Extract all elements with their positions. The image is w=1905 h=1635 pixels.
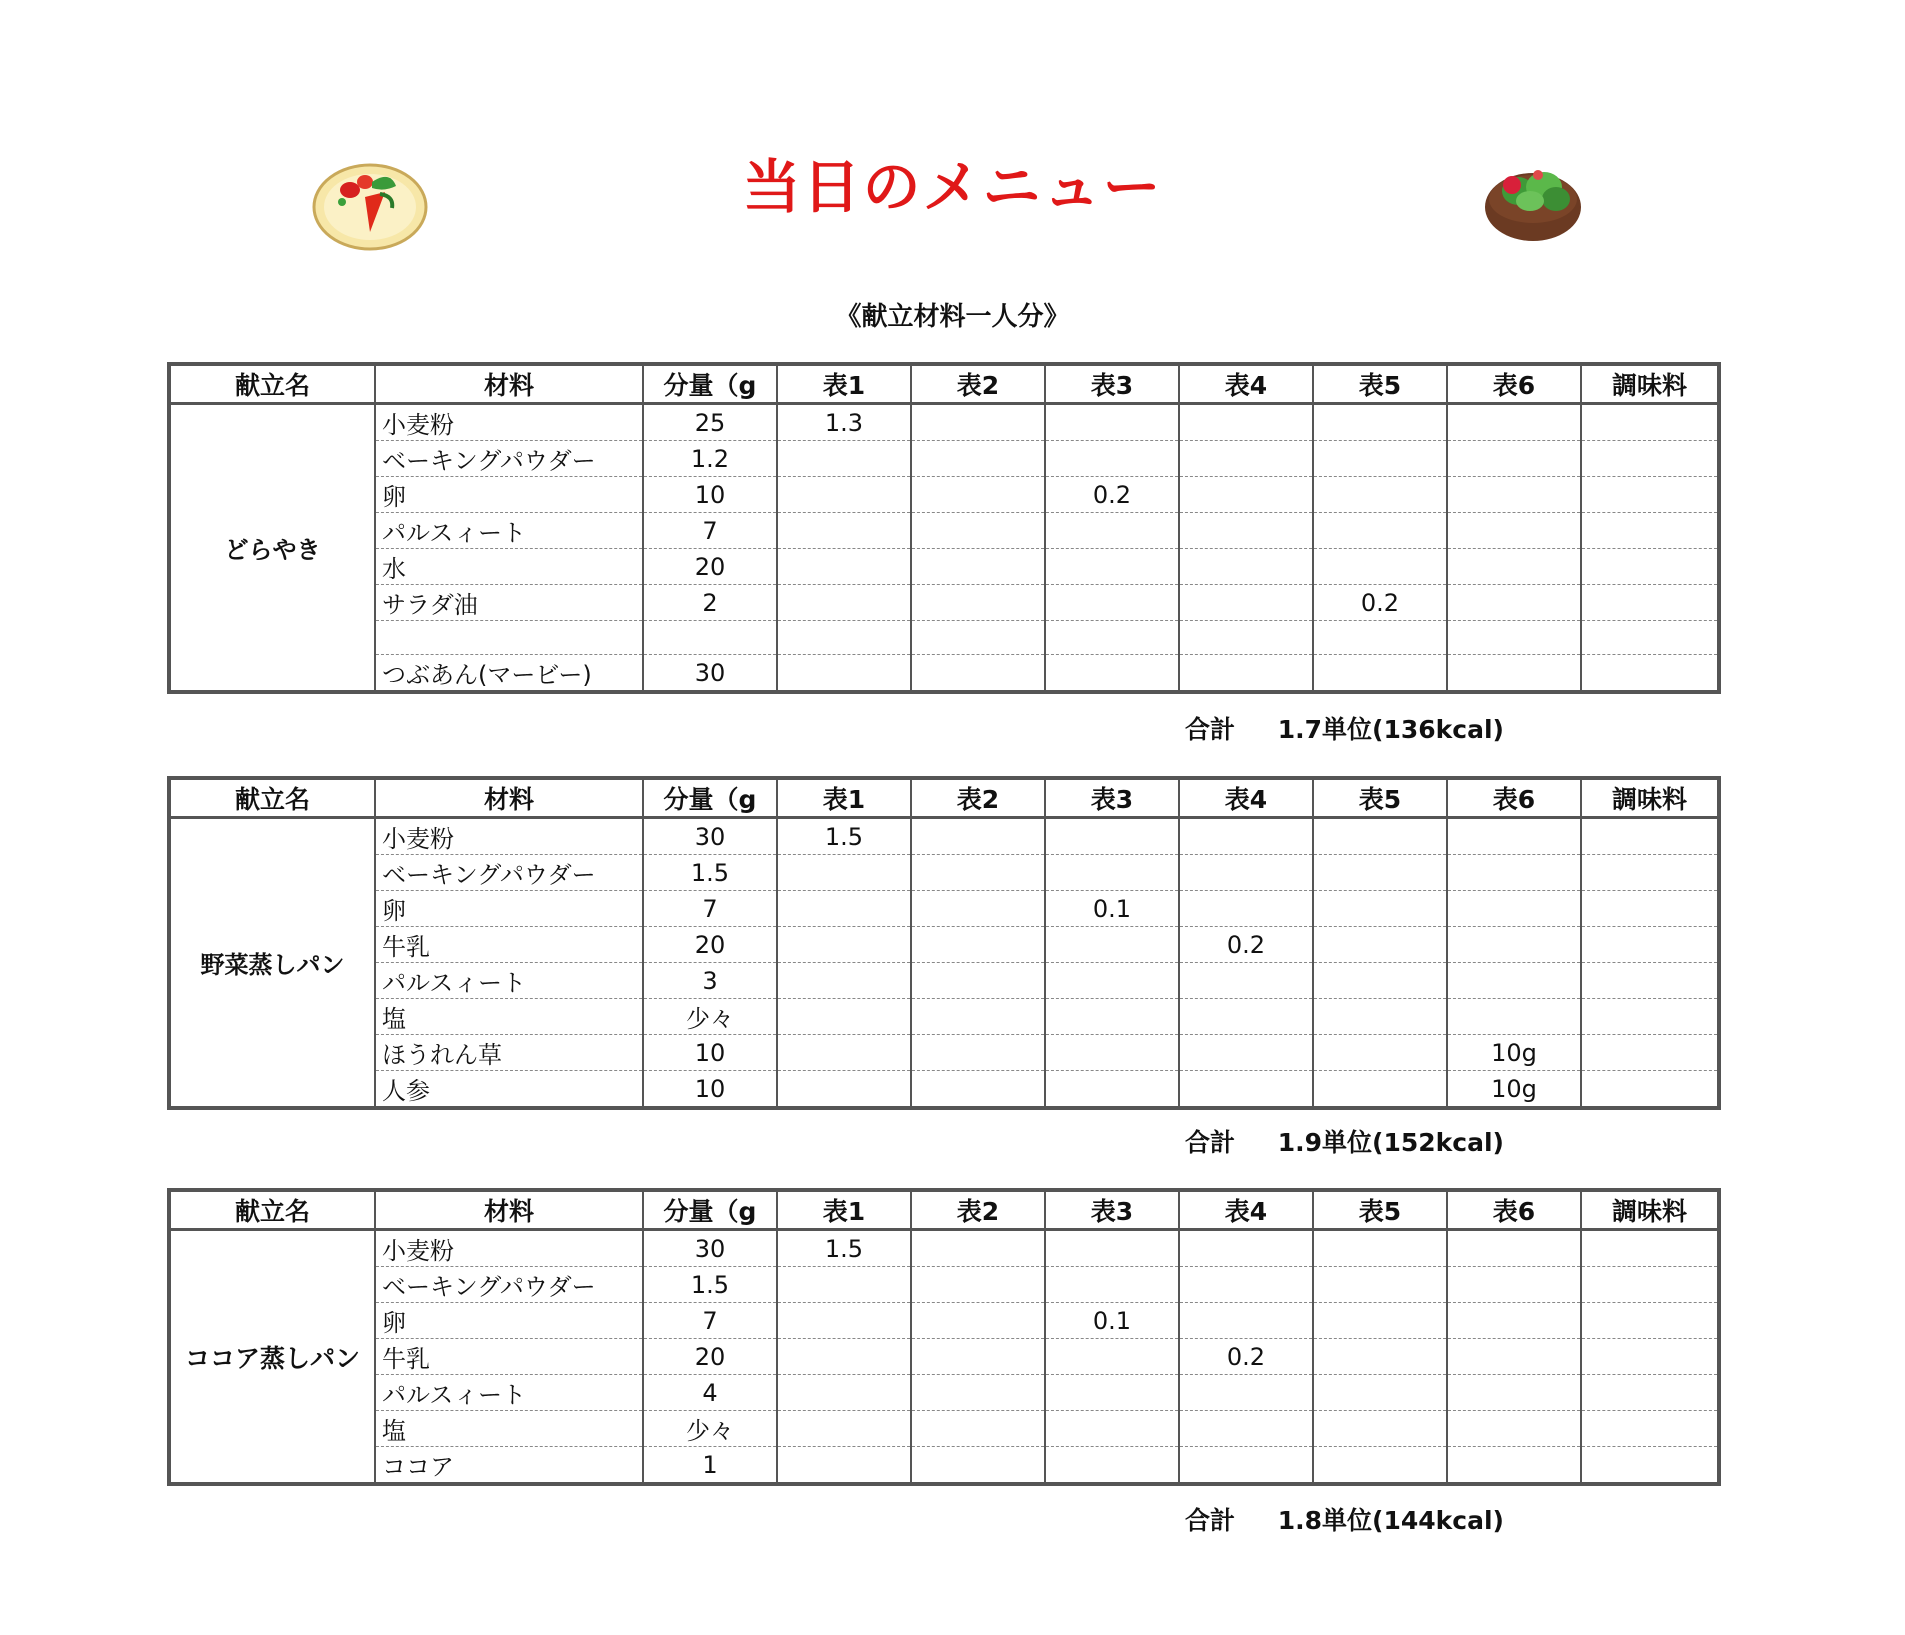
table1-value <box>777 1035 911 1071</box>
table1-value <box>777 1071 911 1109</box>
seasoning-value <box>1581 655 1719 693</box>
table1-value <box>777 927 911 963</box>
table5-value <box>1313 1447 1447 1485</box>
table5-value <box>1313 1267 1447 1303</box>
table-row <box>169 1303 1719 1339</box>
table2-value <box>911 891 1045 927</box>
table4-value <box>1179 818 1313 855</box>
ingredient: 塩 <box>375 999 643 1035</box>
table3-value <box>1045 1339 1179 1375</box>
table1-value <box>777 1267 911 1303</box>
total-label: 合計 <box>1185 1506 1236 1535</box>
ingredient: 牛乳 <box>375 927 643 963</box>
table6-value <box>1447 1339 1581 1375</box>
seasoning-value <box>1581 1447 1719 1485</box>
table5-value <box>1313 513 1447 549</box>
table1-value <box>777 1339 911 1375</box>
table6-value <box>1447 655 1581 693</box>
ingredient: つぶあん(マービー) <box>375 655 643 693</box>
table6-value <box>1447 1375 1581 1411</box>
quantity: 3 <box>643 963 777 999</box>
table1-value <box>777 1303 911 1339</box>
table6-value <box>1447 441 1581 477</box>
table3-value <box>1045 927 1179 963</box>
table2-value <box>911 963 1045 999</box>
table6-value <box>1447 855 1581 891</box>
seasoning-value <box>1581 1303 1719 1339</box>
table-row <box>169 621 1719 655</box>
seasoning-value <box>1581 963 1719 999</box>
table5-value <box>1313 891 1447 927</box>
ingredient: 卵 <box>375 1303 643 1339</box>
table2-value <box>911 404 1045 441</box>
table6-value <box>1447 477 1581 513</box>
table4-value <box>1179 1303 1313 1339</box>
table2-value <box>911 1339 1045 1375</box>
table5-value <box>1313 549 1447 585</box>
table5-value <box>1313 1303 1447 1339</box>
table1-value <box>777 655 911 693</box>
col-header: 表2 <box>911 1190 1045 1230</box>
menu-table-cocoa-steamed-bun <box>167 1188 1721 1486</box>
table-row <box>169 855 1719 891</box>
table1-value <box>777 621 911 655</box>
seasoning-value <box>1581 999 1719 1035</box>
col-header: 表1 <box>777 778 911 818</box>
col-header: 表1 <box>777 364 911 404</box>
table5-value <box>1313 855 1447 891</box>
col-header: 調味料 <box>1581 778 1719 818</box>
table-row <box>169 818 1719 855</box>
ingredient: サラダ油 <box>375 585 643 621</box>
dish-name: ココア蒸しパン <box>169 1230 375 1485</box>
table2-value <box>911 1411 1045 1447</box>
quantity: 30 <box>643 1230 777 1267</box>
menu-table-vegetable-steamed-bun <box>167 776 1721 1110</box>
table5-value <box>1313 655 1447 693</box>
table-row <box>169 963 1719 999</box>
table1-value <box>777 1447 911 1485</box>
table5-value <box>1313 1411 1447 1447</box>
total-label: 合計 <box>1185 1128 1236 1157</box>
table-row <box>169 655 1719 693</box>
table4-value <box>1179 404 1313 441</box>
seasoning-value <box>1581 927 1719 963</box>
ingredient: 卵 <box>375 477 643 513</box>
seasoning-value <box>1581 404 1719 441</box>
table6-value <box>1447 1267 1581 1303</box>
table6-value <box>1447 891 1581 927</box>
quantity: 25 <box>643 404 777 441</box>
col-header: 表6 <box>1447 364 1581 404</box>
ingredient: ベーキングパウダー <box>375 855 643 891</box>
col-header: 表3 <box>1045 1190 1179 1230</box>
col-header: 材料 <box>375 364 643 404</box>
table-header-row <box>169 364 1719 404</box>
table4-value <box>1179 1411 1313 1447</box>
table1-value <box>777 1411 911 1447</box>
table6-value <box>1447 1447 1581 1485</box>
table3-value: 0.1 <box>1045 891 1179 927</box>
table1-value <box>777 441 911 477</box>
table4-value <box>1179 1267 1313 1303</box>
table2-value <box>911 1230 1045 1267</box>
table3-value <box>1045 404 1179 441</box>
table-row <box>169 1375 1719 1411</box>
col-header: 表4 <box>1179 364 1313 404</box>
table2-value <box>911 655 1045 693</box>
col-header: 調味料 <box>1581 1190 1719 1230</box>
table6-value <box>1447 513 1581 549</box>
table3-value <box>1045 1375 1179 1411</box>
seasoning-value <box>1581 1071 1719 1109</box>
seasoning-value <box>1581 1339 1719 1375</box>
dish-name: 野菜蒸しパン <box>169 818 375 1109</box>
table3-value <box>1045 1267 1179 1303</box>
table1-value <box>777 585 911 621</box>
seasoning-value <box>1581 891 1719 927</box>
table-header-row <box>169 1190 1719 1230</box>
table4-value <box>1179 1071 1313 1109</box>
quantity: 20 <box>643 1339 777 1375</box>
table2-value <box>911 477 1045 513</box>
seasoning-value <box>1581 513 1719 549</box>
table-row <box>169 1035 1719 1071</box>
table5-value <box>1313 927 1447 963</box>
col-header: 表2 <box>911 364 1045 404</box>
ingredient: パルスィート <box>375 513 643 549</box>
menu-table-dorayaki <box>167 362 1721 694</box>
table2-value <box>911 855 1045 891</box>
seasoning-value <box>1581 1411 1719 1447</box>
seasoning-value <box>1581 1375 1719 1411</box>
table4-value <box>1179 441 1313 477</box>
col-header: 調味料 <box>1581 364 1719 404</box>
total-value: 1.7単位(136kcal) <box>1277 715 1504 744</box>
seasoning-value <box>1581 1230 1719 1267</box>
col-header: 分量（g <box>643 364 777 404</box>
quantity: 1.5 <box>643 1267 777 1303</box>
table3-value <box>1045 1071 1179 1109</box>
page-title: 当日のメニュー <box>742 153 1163 221</box>
col-header: 表4 <box>1179 778 1313 818</box>
table5-value <box>1313 1339 1447 1375</box>
table3-value: 0.2 <box>1045 477 1179 513</box>
dish-name: どらやき <box>169 404 375 693</box>
seasoning-value <box>1581 585 1719 621</box>
ingredient <box>375 621 643 655</box>
table5-value <box>1313 477 1447 513</box>
col-header: 献立名 <box>169 778 375 818</box>
table-row <box>169 1267 1719 1303</box>
table5-value <box>1313 404 1447 441</box>
table1-value <box>777 549 911 585</box>
table3-value <box>1045 855 1179 891</box>
quantity: 10 <box>643 477 777 513</box>
quantity: 30 <box>643 655 777 693</box>
table4-value <box>1179 855 1313 891</box>
seasoning-value <box>1581 549 1719 585</box>
ingredient: ベーキングパウダー <box>375 1267 643 1303</box>
total-dorayaki <box>1185 710 1504 746</box>
col-header: 表6 <box>1447 778 1581 818</box>
table5-value <box>1313 1035 1447 1071</box>
col-header: 表3 <box>1045 364 1179 404</box>
ingredient: 卵 <box>375 891 643 927</box>
ingredient: パルスィート <box>375 963 643 999</box>
quantity: 4 <box>643 1375 777 1411</box>
table3-value <box>1045 655 1179 693</box>
table2-value <box>911 441 1045 477</box>
table-row <box>169 999 1719 1035</box>
table2-value <box>911 585 1045 621</box>
quantity: 20 <box>643 927 777 963</box>
quantity: 10 <box>643 1035 777 1071</box>
table6-value <box>1447 927 1581 963</box>
table1-value <box>777 1375 911 1411</box>
table2-value <box>911 818 1045 855</box>
table-row <box>169 441 1719 477</box>
table6-value <box>1447 818 1581 855</box>
ingredient: 人参 <box>375 1071 643 1109</box>
table5-value <box>1313 999 1447 1035</box>
table6-value <box>1447 404 1581 441</box>
quantity: 少々 <box>643 999 777 1035</box>
col-header: 材料 <box>375 778 643 818</box>
table3-value <box>1045 549 1179 585</box>
table4-value <box>1179 1230 1313 1267</box>
table4-value <box>1179 891 1313 927</box>
total-value: 1.8単位(144kcal) <box>1277 1506 1504 1535</box>
table4-value <box>1179 621 1313 655</box>
table-row <box>169 1339 1719 1375</box>
table2-value <box>911 513 1045 549</box>
col-header: 献立名 <box>169 364 375 404</box>
quantity: 7 <box>643 891 777 927</box>
ingredient: パルスィート <box>375 1375 643 1411</box>
col-header: 表1 <box>777 1190 911 1230</box>
table3-value <box>1045 585 1179 621</box>
quantity: 1.2 <box>643 441 777 477</box>
table5-value <box>1313 818 1447 855</box>
table2-value <box>911 999 1045 1035</box>
ingredient: ココア <box>375 1447 643 1485</box>
table2-value <box>911 927 1045 963</box>
table6-value <box>1447 1411 1581 1447</box>
table2-value <box>911 621 1045 655</box>
quantity: 1 <box>643 1447 777 1485</box>
table4-value <box>1179 585 1313 621</box>
seasoning-value <box>1581 818 1719 855</box>
table4-value <box>1179 1375 1313 1411</box>
table3-value <box>1045 441 1179 477</box>
table2-value <box>911 1035 1045 1071</box>
table6-value <box>1447 1303 1581 1339</box>
col-header: 表2 <box>911 778 1045 818</box>
ingredient: 小麦粉 <box>375 404 643 441</box>
seasoning-value <box>1581 441 1719 477</box>
quantity: 30 <box>643 818 777 855</box>
quantity: 20 <box>643 549 777 585</box>
col-header: 表4 <box>1179 1190 1313 1230</box>
table1-value <box>777 999 911 1035</box>
quantity: 少々 <box>643 1411 777 1447</box>
table3-value <box>1045 818 1179 855</box>
table4-value <box>1179 963 1313 999</box>
col-header: 分量（g <box>643 778 777 818</box>
quantity: 7 <box>643 513 777 549</box>
table6-value <box>1447 585 1581 621</box>
table2-value <box>911 1267 1045 1303</box>
page-subtitle: 《献立材料一人分》 <box>835 302 1070 332</box>
table-row <box>169 404 1719 441</box>
table-header-row <box>169 778 1719 818</box>
col-header: 材料 <box>375 1190 643 1230</box>
table3-value: 0.1 <box>1045 1303 1179 1339</box>
table3-value <box>1045 1447 1179 1485</box>
table5-value <box>1313 621 1447 655</box>
col-header: 表5 <box>1313 364 1447 404</box>
ingredient: 牛乳 <box>375 1339 643 1375</box>
table5-value <box>1313 441 1447 477</box>
table5-value <box>1313 1375 1447 1411</box>
table4-value <box>1179 1447 1313 1485</box>
table4-value <box>1179 477 1313 513</box>
quantity: 7 <box>643 1303 777 1339</box>
table4-value: 0.2 <box>1179 927 1313 963</box>
table5-value <box>1313 1230 1447 1267</box>
table4-value: 0.2 <box>1179 1339 1313 1375</box>
col-header: 表5 <box>1313 1190 1447 1230</box>
table-row <box>169 477 1719 513</box>
table5-value: 0.2 <box>1313 585 1447 621</box>
table1-value <box>777 963 911 999</box>
table2-value <box>911 1303 1045 1339</box>
col-header: 表5 <box>1313 778 1447 818</box>
quantity: 10 <box>643 1071 777 1109</box>
table-row <box>169 927 1719 963</box>
quantity: 2 <box>643 585 777 621</box>
table6-value <box>1447 549 1581 585</box>
table3-value <box>1045 621 1179 655</box>
table1-value: 1.5 <box>777 818 911 855</box>
ingredient: 小麦粉 <box>375 818 643 855</box>
table3-value <box>1045 963 1179 999</box>
table1-value <box>777 891 911 927</box>
table-row <box>169 1447 1719 1485</box>
seasoning-value <box>1581 477 1719 513</box>
table-row <box>169 549 1719 585</box>
seasoning-value <box>1581 1267 1719 1303</box>
table2-value <box>911 549 1045 585</box>
table1-value: 1.5 <box>777 1230 911 1267</box>
table6-value <box>1447 963 1581 999</box>
total-cocoa-steamed-bun <box>1185 1501 1504 1537</box>
total-label: 合計 <box>1185 715 1236 744</box>
table1-value <box>777 513 911 549</box>
table-row <box>169 1230 1719 1267</box>
table1-value: 1.3 <box>777 404 911 441</box>
ingredient: 塩 <box>375 1411 643 1447</box>
table4-value <box>1179 999 1313 1035</box>
table2-value <box>911 1071 1045 1109</box>
ingredient: 水 <box>375 549 643 585</box>
total-vegetable-steamed-bun <box>1185 1123 1504 1159</box>
quantity: 1.5 <box>643 855 777 891</box>
table-row <box>169 585 1719 621</box>
table-row <box>169 1071 1719 1109</box>
total-value: 1.9単位(152kcal) <box>1277 1128 1504 1157</box>
col-header: 分量（g <box>643 1190 777 1230</box>
seasoning-value <box>1581 1035 1719 1071</box>
ingredient: ベーキングパウダー <box>375 441 643 477</box>
table3-value <box>1045 1230 1179 1267</box>
table3-value <box>1045 1411 1179 1447</box>
ingredient: ほうれん草 <box>375 1035 643 1071</box>
table-row <box>169 513 1719 549</box>
table4-value <box>1179 655 1313 693</box>
col-header: 献立名 <box>169 1190 375 1230</box>
table3-value <box>1045 999 1179 1035</box>
table2-value <box>911 1447 1045 1485</box>
table5-value <box>1313 963 1447 999</box>
table5-value <box>1313 1071 1447 1109</box>
table4-value <box>1179 513 1313 549</box>
ingredient: 小麦粉 <box>375 1230 643 1267</box>
table4-value <box>1179 1035 1313 1071</box>
table4-value <box>1179 549 1313 585</box>
table3-value <box>1045 1035 1179 1071</box>
seasoning-value <box>1581 621 1719 655</box>
seasoning-value <box>1581 855 1719 891</box>
quantity <box>643 621 777 655</box>
col-header: 表6 <box>1447 1190 1581 1230</box>
table6-value <box>1447 999 1581 1035</box>
col-header: 表3 <box>1045 778 1179 818</box>
table-row <box>169 1411 1719 1447</box>
table1-value <box>777 855 911 891</box>
table6-value <box>1447 621 1581 655</box>
table2-value <box>911 1375 1045 1411</box>
table-row <box>169 891 1719 927</box>
table6-value: 10g <box>1447 1071 1581 1109</box>
table1-value <box>777 477 911 513</box>
table6-value: 10g <box>1447 1035 1581 1071</box>
table3-value <box>1045 513 1179 549</box>
table6-value <box>1447 1230 1581 1267</box>
